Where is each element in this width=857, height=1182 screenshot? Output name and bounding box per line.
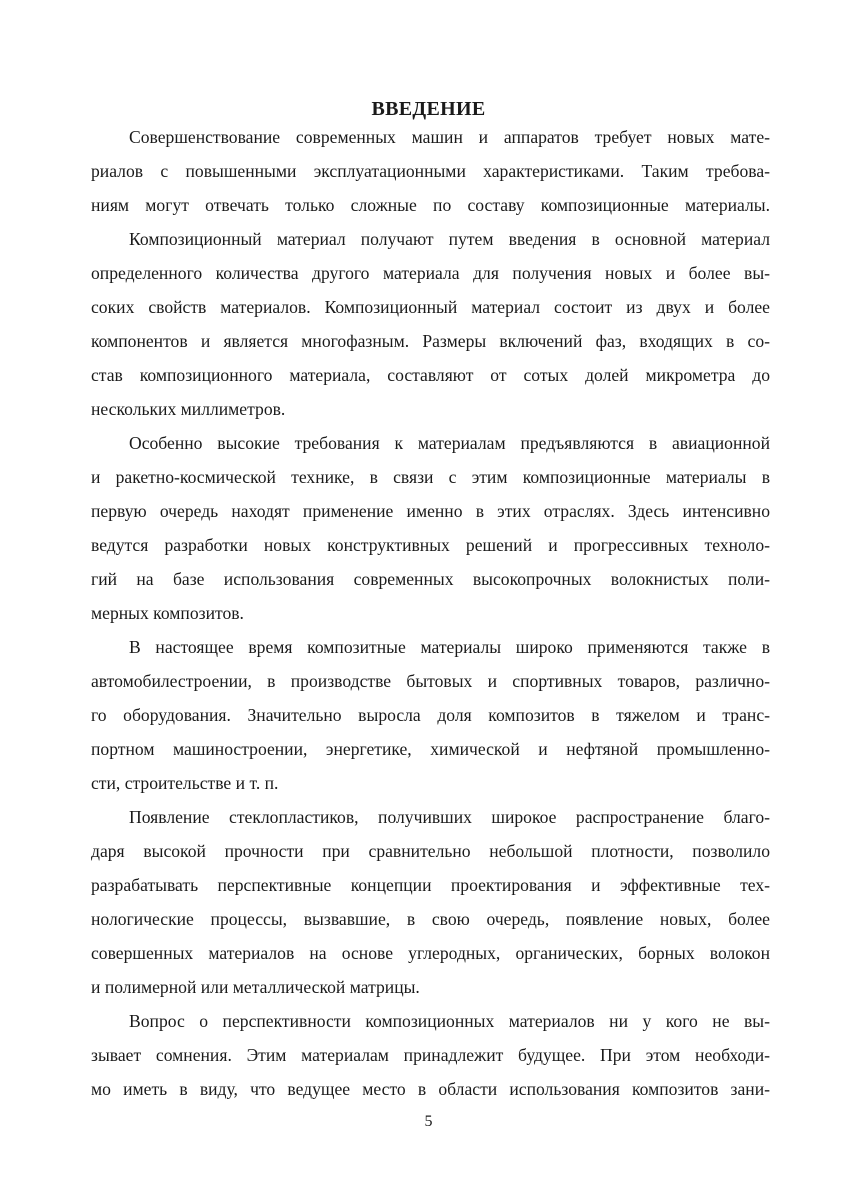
paragraph-4-line-5: сти, строительстве и т. п. — [91, 773, 279, 793]
paragraph-4-line-3: го оборудования. Значительно выросла доля композитов в тяжелом и транс- — [91, 705, 770, 725]
paragraph-4-line-2: автомобилестроении, в производстве бытовых и спортивных товаров, различно- — [91, 671, 770, 691]
paragraph-4-line-1: В настоящее время композитные материалы широко применяются также в — [129, 637, 770, 657]
paragraph-2-line-6: нескольких миллиметров. — [91, 399, 286, 419]
paragraph-3-line-5: гий на базе использования современных высокопрочных волокнистых поли- — [91, 569, 770, 589]
paragraph-4-line-4: портном машиностроении, энергетике, химической и нефтяной промышленно- — [91, 739, 770, 759]
paragraph-2-line-1: Композиционный материал получают путем введения в основной материал — [129, 229, 770, 249]
paragraph-6-line-2: зывает сомнения. Этим материалам принадлежит будущее. При этом необходи- — [91, 1045, 770, 1065]
paragraph-5-line-2: даря высокой прочности при сравнительно небольшой плотности, позволило — [91, 841, 770, 861]
paragraph-6-line-3: мо иметь в виду, что ведущее место в области использования композитов зани- — [91, 1079, 770, 1099]
paragraph-3-line-1: Особенно высокие требования к материалам предъявляются в авиационной — [129, 433, 770, 453]
paragraph-5-line-5: совершенных материалов на основе углеродных, органических, борных волокон — [91, 943, 770, 963]
paragraph-5-line-6: и полимерной или металлической матрицы. — [91, 977, 420, 997]
paragraph-2-line-4: компонентов и является многофазным. Размеры включений фаз, входящих в со- — [91, 331, 770, 351]
paragraph-3-line-3: первую очередь находят применение именно в этих отраслях. Здесь интенсивно — [91, 501, 770, 521]
paragraph-1-line-1: Совершенствование современных машин и аппаратов требует новых мате- — [129, 127, 770, 147]
paragraph-5-line-1: Появление стеклопластиков, получивших широкое распространение благо- — [129, 807, 770, 827]
paragraph-1-line-3: ниям могут отвечать только сложные по составу композиционные материалы. — [91, 195, 770, 215]
page-number: 5 — [424, 1113, 433, 1130]
paragraph-3-line-2: и ракетно-космической технике, в связи с этим композиционные материалы в — [91, 467, 770, 487]
page-title: ВВЕДЕНИЕ — [371, 98, 486, 120]
paragraph-6-line-1: Вопрос о перспективности композиционных материалов ни у кого не вы- — [129, 1011, 770, 1031]
paragraph-3-line-4: ведутся разработки новых конструктивных решений и прогрессивных техноло- — [91, 535, 770, 555]
paragraph-5-line-3: разрабатывать перспективные концепции проектирования и эффективные тех- — [91, 875, 770, 895]
paragraph-2-line-5: став композиционного материала, составляют от сотых долей микрометра до — [91, 365, 770, 385]
paragraph-5-line-4: нологические процессы, вызвавшие, в свою очередь, появление новых, более — [91, 909, 770, 929]
paragraph-1-line-2: риалов с повышенными эксплуатационными характеристиками. Таким требова- — [91, 161, 770, 181]
paragraph-3-line-6: мерных композитов. — [91, 603, 244, 623]
paragraph-2-line-3: соких свойств материалов. Композиционный материал состоит из двух и более — [91, 297, 770, 317]
paragraph-2-line-2: определенного количества другого материала для получения новых и более вы- — [91, 263, 770, 283]
